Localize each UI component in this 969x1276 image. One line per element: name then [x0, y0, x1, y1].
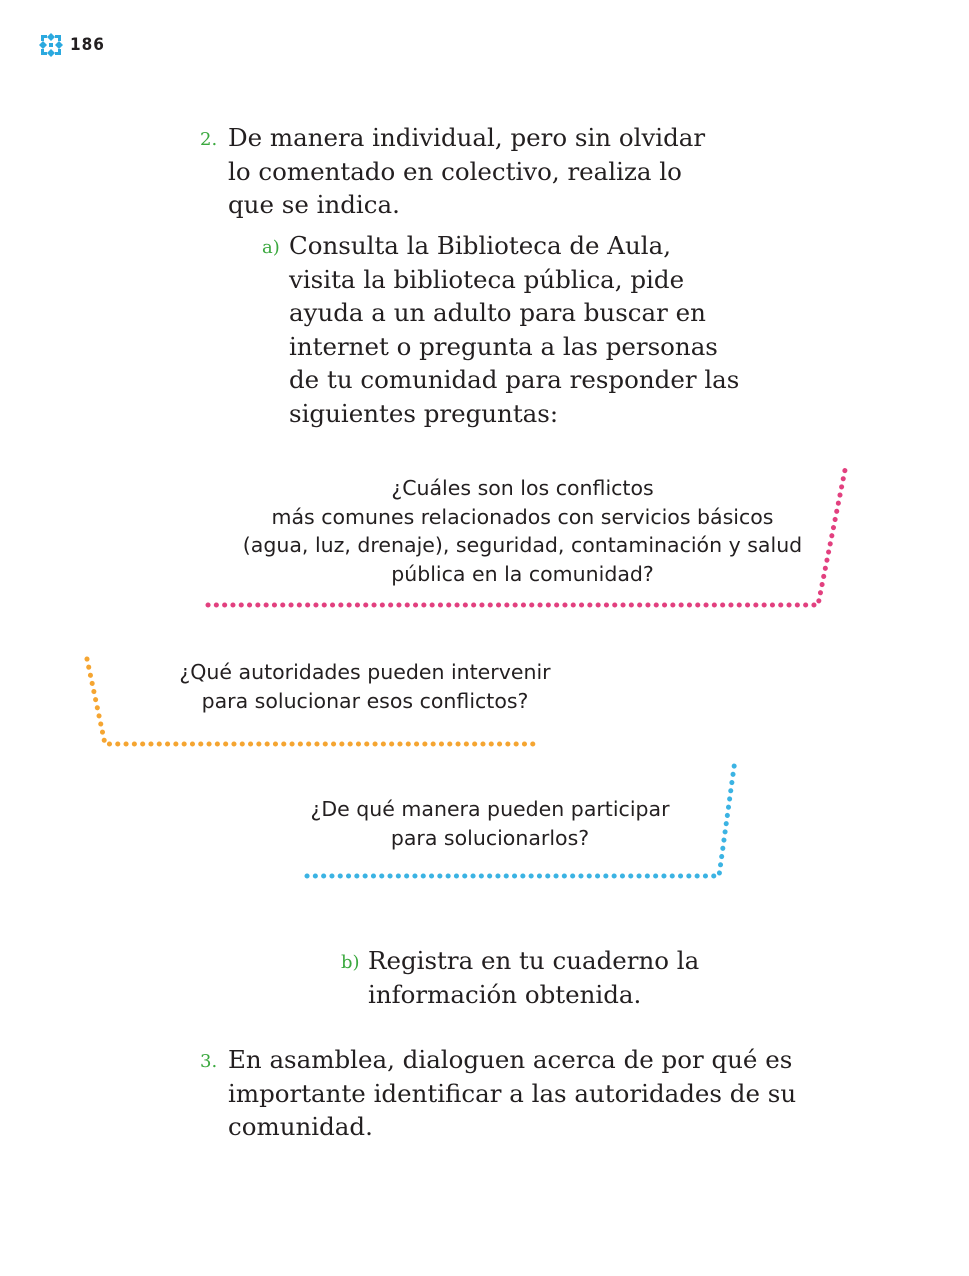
item-text: De manera individual, pero sin olvidar lo comentado en colectivo, realiza lo que se indica.	[228, 123, 706, 219]
subitem-text: Registra en tu cuaderno la información obtenida.	[368, 946, 700, 1009]
subitem-text: Consulta la Biblioteca de Aula, visita la biblioteca pública, pide ayuda a un adulto para buscar en internet o pregunta a las personas de tu comunidad para responder las siguientes preguntas:	[289, 231, 740, 428]
item-text: En asamblea, dialoguen acerca de por qué es importante identificar a las autoridades de su comunidad.	[228, 1045, 797, 1141]
subitem-letter: b)	[341, 952, 360, 973]
question-1: ¿Cuáles son los conflictos más comunes relacionados con servicios básicos (agua, luz, drenaje), seguridad, contaminación y salud pública en la comunidad?	[242, 476, 803, 586]
item-number: 2.	[200, 129, 218, 150]
list-item	[200, 1043, 840, 1144]
list-subitem	[341, 944, 821, 1011]
page-number: 186	[70, 35, 105, 55]
question-2: ¿Qué autoridades pueden intervenir para solucionar esos conflictos?	[179, 660, 551, 713]
question-3: ¿De qué manera pueden participar para solucionarlos?	[310, 797, 670, 850]
item-number: 3.	[200, 1051, 218, 1072]
subitem-letter: a)	[262, 237, 280, 258]
